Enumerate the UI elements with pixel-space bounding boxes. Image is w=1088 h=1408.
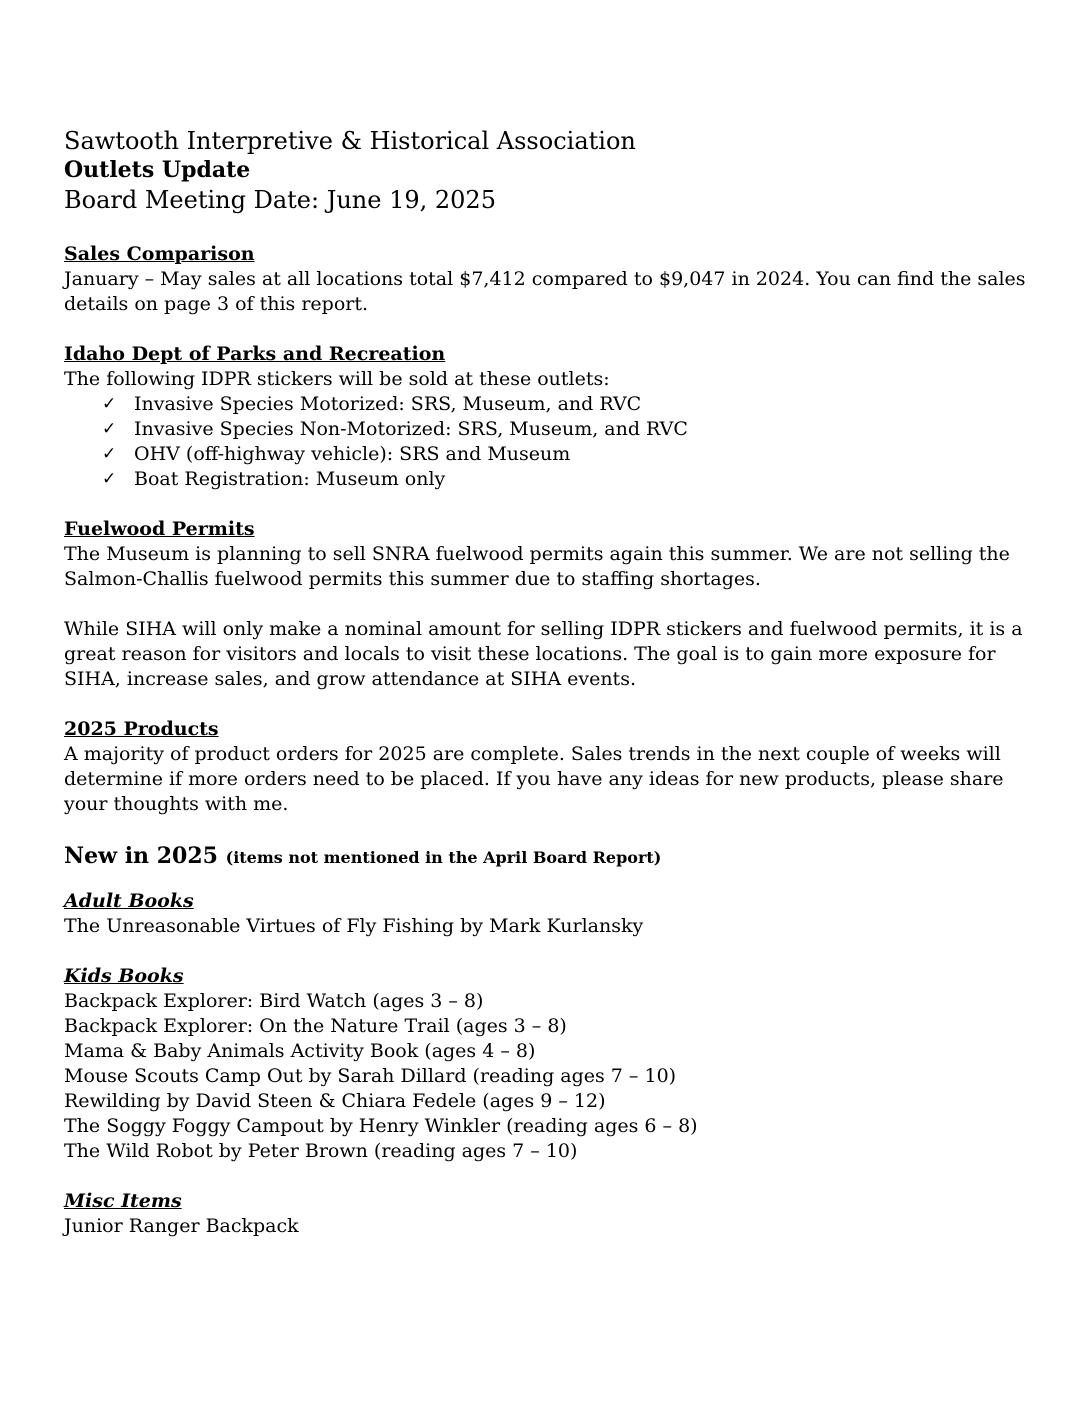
list-item: Rewilding by David Steen & Chiara Fedele (ages 9 – 12) — [64, 1090, 606, 1112]
misc-items-section — [64, 1189, 1032, 1239]
new-in-2025-subheading: (items not mentioned in the April Board Report) — [225, 848, 662, 867]
list-item: Junior Ranger Backpack — [64, 1215, 299, 1237]
products-section — [64, 717, 1032, 817]
kids-books-list — [64, 989, 1032, 1164]
list-item: Backpack Explorer: Bird Watch (ages 3 – 8) — [64, 990, 484, 1012]
list-item: The Soggy Foggy Campout by Henry Winkler (reading ages 6 – 8) — [64, 1115, 698, 1137]
kids-books-heading: Kids Books — [64, 965, 184, 987]
list-item: ✓ OHV (off-highway vehicle): SRS and Museum — [102, 443, 571, 465]
products-heading: 2025 Products — [64, 718, 219, 740]
fuelwood-heading: Fuelwood Permits — [64, 518, 255, 540]
checkmark-icon: ✓ — [102, 394, 117, 414]
checkmark-icon: ✓ — [102, 419, 117, 439]
adult-books-heading: Adult Books — [64, 890, 194, 912]
kids-books-section — [64, 964, 1032, 1164]
list-item: Backpack Explorer: On the Nature Trail (ages 3 – 8) — [64, 1015, 567, 1037]
misc-items-heading: Misc Items — [64, 1190, 182, 1212]
list-item: The Unreasonable Virtues of Fly Fishing by Mark Kurlansky — [64, 915, 644, 937]
list-item: Mama & Baby Animals Activity Book (ages 4 – 8) — [64, 1040, 536, 1062]
adult-books-section — [64, 889, 1032, 939]
fuelwood-text: The Museum is planning to sell SNRA fuelwood permits again this summer. We are not selling the Salmon-Challis fuelwood permits this summer due to staffing shortages. — [64, 543, 1010, 590]
list-item: Mouse Scouts Camp Out by Sarah Dillard (reading ages 7 – 10) — [64, 1065, 677, 1087]
page-title: Outlets Update — [64, 157, 251, 183]
list-item: ✓ Boat Registration: Museum only — [102, 468, 446, 490]
new-in-2025-heading: New in 2025 (items not mentioned in the April Board Report) — [64, 843, 662, 869]
fuelwood-section — [64, 517, 1032, 692]
products-text: A majority of product orders for 2025 are complete. Sales trends in the next couple of weeks will determine if more orders need to be placed. If you have any ideas for new products, please share your thoughts with me. — [64, 743, 1004, 815]
document-page — [64, 126, 1032, 1239]
sales-comparison-heading: Sales Comparison — [64, 243, 255, 265]
idpr-heading: Idaho Dept of Parks and Recreation — [64, 343, 446, 365]
list-item: ✓ Invasive Species Non-Motorized: SRS, Museum, and RVC — [102, 418, 688, 440]
sales-comparison-section — [64, 242, 1032, 317]
idpr-section — [64, 342, 1032, 492]
list-item: ✓ Invasive Species Motorized: SRS, Museum, and RVC — [102, 393, 642, 415]
checkmark-icon: ✓ — [102, 444, 117, 464]
idpr-sticker-list — [64, 392, 1032, 492]
meeting-date: Board Meeting Date: June 19, 2025 — [64, 186, 496, 214]
organization-name: Sawtooth Interpretive & Historical Association — [64, 127, 636, 155]
list-item: The Wild Robot by Peter Brown (reading ages 7 – 10) — [64, 1140, 578, 1162]
sales-comparison-text: January – May sales at all locations total $7,412 compared to $9,047 in 2024. You can find the sales details on page 3 of this report. — [64, 268, 1026, 315]
checkmark-icon: ✓ — [102, 469, 117, 489]
fuelwood-benefit-text: While SIHA will only make a nominal amount for selling IDPR stickers and fuelwood permits, it is a great reason for visitors and locals to visit these locations. The goal is to gain more exposure for SIHA, increase sales, and grow attendance at SIHA events. — [64, 618, 1023, 690]
adult-books-list — [64, 914, 1032, 939]
idpr-intro: The following IDPR stickers will be sold at these outlets: — [64, 368, 610, 390]
misc-items-list — [64, 1214, 1032, 1239]
